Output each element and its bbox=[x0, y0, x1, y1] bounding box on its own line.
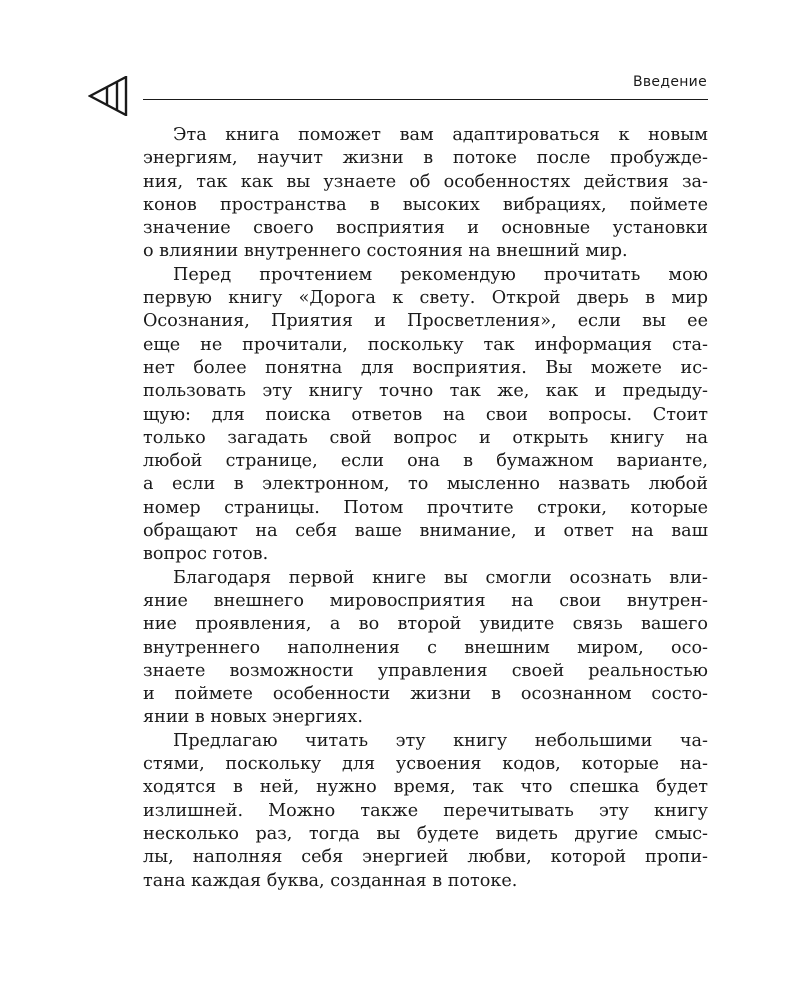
text-line: конов пространства в высоких вибрациях, поймете bbox=[143, 194, 708, 215]
section-title: Введение bbox=[632, 74, 707, 90]
text-line: яние внешнего мировосприятия на свои внутрен- bbox=[143, 590, 708, 611]
text-line: тана каждая буква, созданная в потоке. bbox=[143, 870, 518, 891]
text-line: только загадать свой вопрос и открыть книгу на bbox=[143, 427, 708, 448]
text-line: о влиянии внутреннего состояния на внешний мир. bbox=[143, 241, 628, 262]
text-line: ния, так как вы узнаете об особенностях действия за- bbox=[143, 171, 708, 192]
paragraph bbox=[143, 567, 708, 730]
text-line: обращают на себя ваше внимание, и ответ на ваш bbox=[143, 521, 708, 542]
paragraph bbox=[143, 730, 708, 893]
text-line: Благодаря первой книге вы смогли осознать вли- bbox=[173, 567, 708, 588]
text-line: внутреннего наполнения с внешним миром, осо- bbox=[143, 637, 708, 658]
text-line: номер страницы. Потом прочтите строки, которые bbox=[143, 497, 708, 518]
text-line: ние проявления, а во второй увидите связь вашего bbox=[143, 614, 708, 635]
text-line: Осознания, Приятия и Просветления», если вы ее bbox=[143, 311, 708, 332]
body-text bbox=[143, 124, 708, 893]
text-line: Перед прочтением рекомендую прочитать мою bbox=[173, 264, 708, 285]
triangle-logo-icon bbox=[88, 76, 128, 116]
text-line: Предлагаю читать эту книгу небольшими ча- bbox=[173, 730, 708, 751]
text-line: пользовать эту книгу точно так же, как и предыду- bbox=[143, 381, 708, 402]
text-line: излишней. Можно также перечитывать эту книгу bbox=[143, 800, 708, 821]
text-line: вопрос готов. bbox=[143, 544, 269, 565]
text-line: янии в новых энергиях. bbox=[143, 707, 363, 728]
text-line: стями, поскольку для усвоения кодов, которые на- bbox=[143, 754, 708, 775]
header-divider bbox=[143, 99, 708, 100]
text-line: щую: для поиска ответов на свои вопросы. Стоит bbox=[143, 404, 708, 425]
text-line: а если в электронном, то мысленно назвать любой bbox=[143, 474, 708, 495]
text-line: лы, наполняя себя энергией любви, которой пропи- bbox=[143, 847, 708, 868]
paragraph bbox=[143, 264, 708, 567]
text-line: и поймете особенности жизни в осознанном состо- bbox=[143, 684, 708, 705]
text-line: первую книгу «Дорога к свету. Открой дверь в мир bbox=[143, 288, 708, 309]
text-line: значение своего восприятия и основные установки bbox=[143, 218, 708, 239]
text-line: ходятся в ней, нужно время, так что спешка будет bbox=[143, 777, 708, 798]
text-line: любой странице, если она в бумажном варианте, bbox=[143, 451, 708, 472]
paragraph bbox=[143, 124, 708, 264]
text-line: энергиям, научит жизни в потоке после пробужде- bbox=[143, 148, 708, 169]
text-line: несколько раз, тогда вы будете видеть другие смыс- bbox=[143, 823, 708, 844]
text-line: Эта книга поможет вам адаптироваться к новым bbox=[173, 125, 708, 145]
text-line: нет более понятна для восприятия. Вы можете ис- bbox=[143, 357, 708, 378]
text-line: еще не прочитали, поскольку так информация ста- bbox=[143, 334, 708, 355]
text-line: знаете возможности управления своей реальностью bbox=[143, 660, 708, 681]
